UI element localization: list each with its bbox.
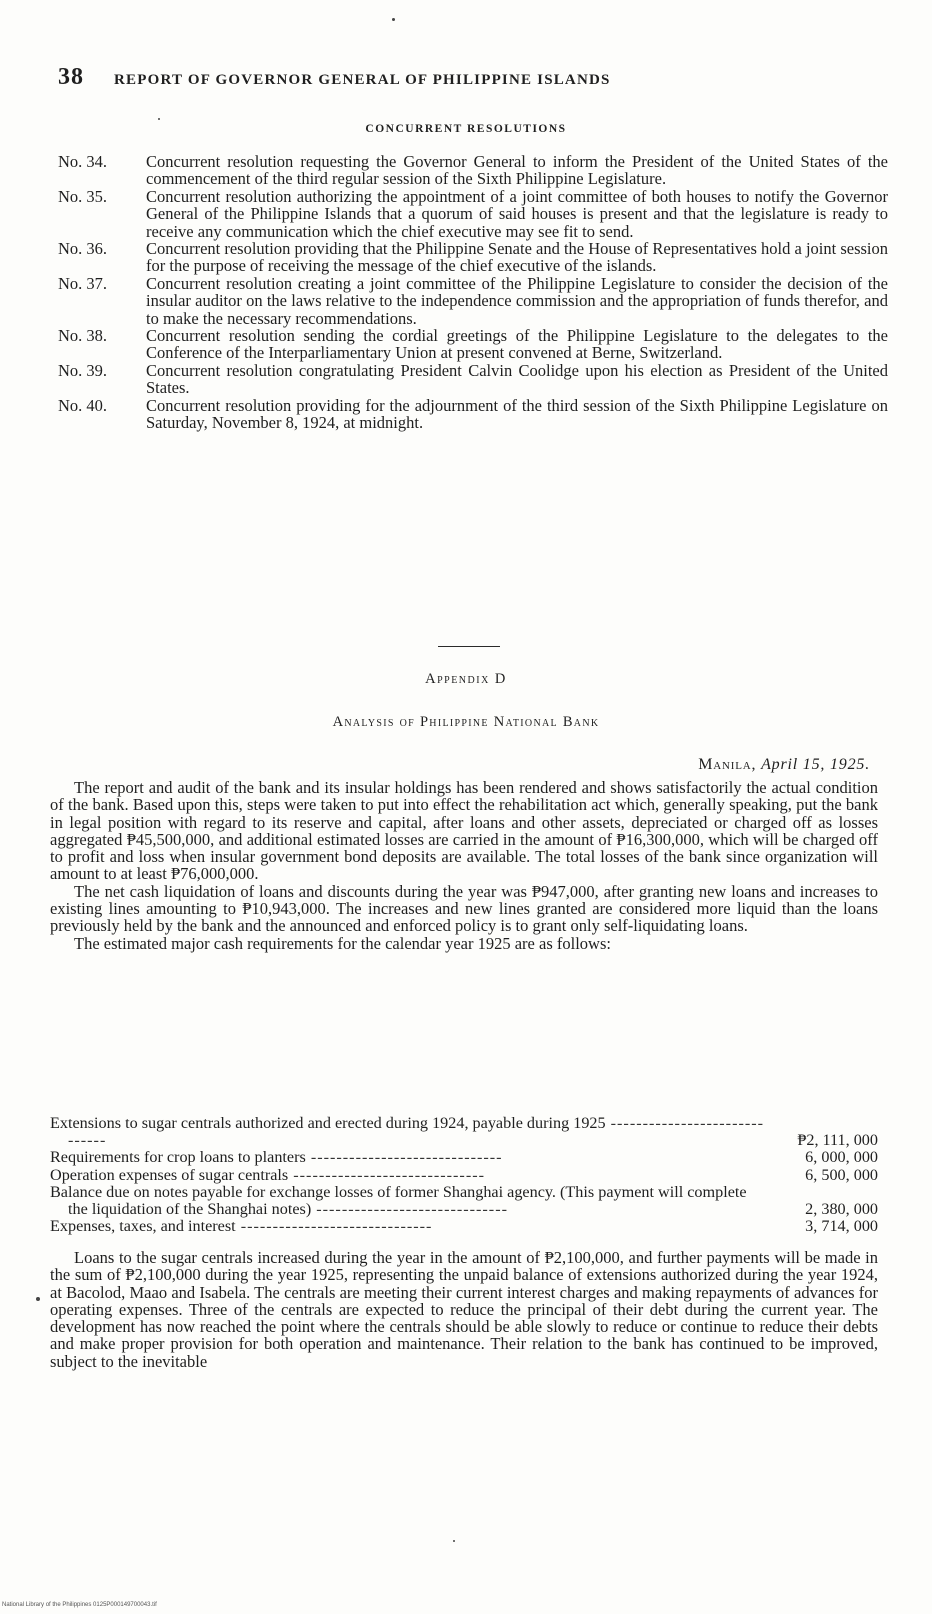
resolution-number: No. 38.: [58, 326, 108, 346]
dot-leader: ------------------------------: [235, 1218, 433, 1236]
dateline: [698, 756, 870, 774]
dateline-date: April 15, 1925.: [761, 756, 870, 773]
section-divider: [438, 646, 500, 647]
requirement-label: Requirements for crop loans to planters: [50, 1149, 306, 1167]
requirement-label: Operation expenses of sugar centrals: [50, 1166, 289, 1184]
page-header: [58, 64, 888, 94]
paragraph: The net cash liquidation of loans and discounts during the year was ₱947,000, after granting new loans and increases to existing lines amounting to ₱10,943,000. The increases and new lines granted are considered more liquid than the loans previously held by the bank and the announced and enforced policy is to grant only self-liquidating loans.: [50, 881, 878, 936]
resolution-number: No. 40.: [58, 395, 108, 415]
appendix-title: Analysis of Philippine National Bank: [332, 714, 600, 730]
resolution-text: Concurrent resolution congratulating President Calvin Coolidge upon his election as President of the United States.: [146, 360, 888, 398]
dateline-place: Manila,: [698, 756, 757, 773]
paragraph: The report and audit of the bank and its insular holdings has been rendered and shows satisfactorily the actual condition of the bank. Based upon this, steps were taken to put into effect the rehabilitation act which, generally speaking, put the bank in legal position with regard to its reserve and capital, after loans and other assets, depreciated or charged off as losses aggregated ₱45,500,000, and additional estimated losses are carried in the amount of ₱16,300,000, which will be charged off to profit and loss when insular government bond deposits are available. The total losses of the bank since organization will amount to at least ₱76,000,000.: [50, 778, 878, 884]
paragraph: The estimated major cash requirements for the calendar year 1925 are as follows:: [74, 933, 611, 953]
requirement-amount: 6, 500, 000: [805, 1165, 878, 1184]
resolution-item: [58, 240, 888, 275]
resolutions-list: [58, 153, 888, 432]
requirement-amount: 2, 380, 000: [805, 1200, 878, 1219]
page-speck: [453, 1540, 455, 1542]
resolution-item: [58, 362, 888, 397]
requirement-row: [50, 1115, 878, 1149]
requirement-amount: ₱2, 111, 000: [797, 1131, 878, 1150]
appendix-label: Appendix D: [425, 671, 507, 687]
resolution-item: [58, 275, 888, 327]
resolution-item: [58, 153, 888, 188]
resolution-text: Concurrent resolution providing for the adjournment of the third session of the Sixth Philippine Legislature on Saturday, November 8, 1924, at midnight.: [146, 395, 888, 433]
resolution-text: Concurrent resolution requesting the Governor General to inform the President of the United States of the commencement of the third regular session of the Sixth Philippine Legislature.: [146, 152, 888, 189]
running-title: REPORT OF GOVERNOR GENERAL OF PHILIPPINE ISLANDS: [114, 72, 611, 88]
resolution-number: No. 36.: [58, 239, 108, 259]
section-title: CONCURRENT RESOLUTIONS: [365, 123, 567, 135]
paragraph: Loans to the sugar centrals increased during the year in the amount of ₱2,100,000, and further payments will be made in the sum of ₱2,100,000 during the year 1925, representing the unpaid balance of extensions authorized during the year 1924, at Bacolod, Maao and Isabela. The centrals are meeting their current interest charges and making repayments of advances for operating expenses. Three of the centrals are expected to reduce the principal of their debt during the current year. The development has now reached the point where the centrals should be able slowly to reduce or continue to reduce their debts and make proper provision for both operation and maintenance. Their relation to the bank has continued to be improved, subject to the inevitable: [50, 1248, 878, 1371]
requirement-label-cell: [50, 1184, 768, 1218]
requirement-amount: 6, 000, 000: [805, 1148, 878, 1167]
resolution-item: [58, 327, 888, 362]
page-speck: [36, 1297, 40, 1301]
dot-leader: ------------------------------: [311, 1200, 508, 1219]
resolution-text: Concurrent resolution creating a joint committee of the Philippine Legislature to consider the decision of the insular auditor on the laws relative to the independence commission and the appropriation of funds therefor, and to make the necessary recommendations.: [146, 273, 888, 328]
resolution-text: Concurrent resolution authorizing the appointment of a joint committee of both houses to notify the Governor General of the Philippine Islands that a quorum of said houses is present and that the legislature is ready to receive any communication which the chief executive may see fit to send.: [146, 186, 888, 241]
page-number: 38: [58, 64, 84, 90]
closing-text: [50, 1249, 878, 1370]
resolution-number: No. 39.: [58, 360, 108, 380]
dot-leader: ------------------------------: [68, 1115, 765, 1150]
scan-credit: National Library of the Philippines 0125P000149700043.tif: [2, 1602, 157, 1608]
requirement-row: [50, 1184, 878, 1218]
requirement-row: [50, 1218, 878, 1235]
page-speck: [392, 18, 395, 21]
requirement-label-cell: [50, 1149, 768, 1166]
resolution-number: No. 34.: [58, 152, 108, 171]
resolution-item: [58, 188, 888, 240]
requirement-label-cell: [50, 1167, 768, 1184]
resolution-number: No. 35.: [58, 186, 108, 206]
requirement-label: Expenses, taxes, and interest: [50, 1218, 236, 1236]
resolution-item: [58, 397, 888, 432]
requirement-label-cell: [50, 1218, 768, 1235]
page-speck: [158, 118, 160, 120]
requirement-label: Balance due on notes payable for exchange losses of former Shanghai agency. (This payment will complete the liquidation of the Shanghai notes): [50, 1183, 747, 1219]
resolution-number: No. 37.: [58, 273, 108, 293]
requirement-row: [50, 1167, 878, 1184]
resolution-text: Concurrent resolution providing that the Philippine Senate and the House of Representatives hold a joint session for the purpose of receiving the message of the chief executive of the islands.: [146, 239, 888, 276]
dot-leader: ------------------------------: [288, 1166, 485, 1184]
resolution-text: Concurrent resolution sending the cordial greetings of the Philippine Legislature to the delegates to the Conference of the Interparliamentary Union at present convened at Berne, Switzerland.: [146, 326, 888, 363]
cash-requirements-table: [50, 1115, 878, 1235]
requirement-label-cell: [50, 1115, 768, 1149]
dot-leader: ------------------------------: [305, 1149, 503, 1167]
body-text: [50, 779, 878, 952]
requirement-row: [50, 1149, 878, 1166]
requirement-amount: 3, 714, 000: [805, 1217, 878, 1236]
requirement-label: Extensions to sugar centrals authorized and erected during 1924, payable during 1925: [50, 1115, 606, 1132]
